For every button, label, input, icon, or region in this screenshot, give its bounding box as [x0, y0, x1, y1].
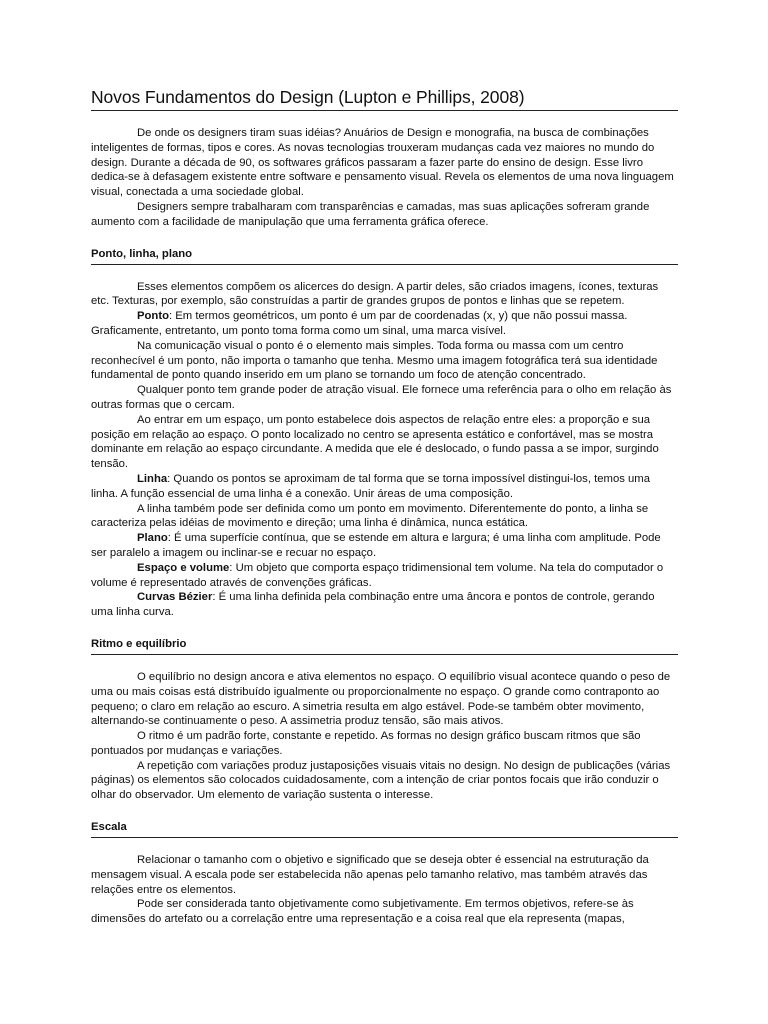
paragraph — [91, 590, 678, 620]
paragraph — [91, 383, 678, 413]
paragraph-text: A linha também pode ser definida como um ponto em movimento. Diferentemente do ponto, a linha se caracteriza pelas idéias de movimento e direção; uma linha é dinâmica, nunca estática. — [91, 502, 649, 530]
section-heading-escala: Escala — [91, 820, 678, 838]
intro-paragraph: Designers sempre trabalharam com transparências e camadas, mas suas aplicações sofreram grande aumento com a facilidade de manipulação que uma ferramenta gráfica oferece. — [91, 200, 650, 228]
paragraph — [91, 502, 678, 532]
paragraph-text: : É uma superfície contínua, que se estende em altura e largura; é uma linha com amplitude. Pode ser paralelo a imagem ou inclinar-se e recuar no espaço. — [91, 532, 661, 559]
paragraph-text: : Em termos geométricos, um ponto é um par de coordenadas (x, y) que não possui massa. Graficamente, entretanto, um ponto toma forma como um sinal, uma marca visível. — [91, 310, 628, 337]
paragraph-text: Ao entrar em um espaço, um ponto estabelece dois aspectos de relação entre eles: a proporção e sua posição em relação ao espaço. O ponto localizado no centro se apresenta estático e confortável, mas se mostra dominante em relação ao espaço circundante. A medida que ele é deslocado, o fundo passa a se impor, surgindo tensão. — [91, 413, 659, 471]
paragraph — [91, 309, 678, 339]
paragraph: O equilíbrio no design ancora e ativa elementos no espaço. O equilíbrio visual acontece quando o peso de uma ou mais coisas está distribuído igualmente ou proporcionalmente no espaço. O grande como contraponto ao pequeno; o claro em relação ao escuro. A simetria resulta em algo estável. Pode-se também obter movimento, alternando-se continuamente o peso. A assimetria produz tensão, são mais ativos. — [91, 670, 671, 728]
section-heading-ponto-linha-plano: Ponto, linha, plano — [91, 247, 678, 265]
paragraph: A repetição com variações produz justaposições visuais vitais no design. No design de publicações (várias páginas) os elementos são colocados cuidadosamente, com a intenção de criar pontos focais que irão conduzir o olhar do observador. Um elemento de variação sustenta o interesse. — [91, 759, 671, 802]
paragraph — [91, 413, 678, 472]
paragraph-text: : É uma linha definida pela combinação entre uma âncora e pontos de controle, gerando uma linha curva. — [91, 591, 655, 619]
page-title: Novos Fundamentos do Design (Lupton e Phillips, 2008) — [91, 86, 678, 111]
section-heading-ritmo-equilibrio: Ritmo e equilíbrio — [91, 637, 678, 655]
term-label: Ponto — [137, 310, 169, 323]
paragraph-text: : Um objeto que comporta espaço tridimensional tem volume. Na tela do computador o volume é representado através de convenções gráficas. — [91, 561, 664, 589]
paragraph: O ritmo é um padrão forte, constante e repetido. As formas no design gráfico buscam ritmos que são pontuados por mudanças e variações. — [91, 730, 641, 757]
term-label: Espaço e volume — [137, 561, 230, 574]
paragraph — [91, 472, 678, 502]
intro-paragraph: De onde os designers tiram suas idéias? Anuários de Design e monografia, na busca de combinações inteligentes de formas, tipos e cores. As novas tecnologias trouxeram mudanças cada vez maiores no mundo do design. Durante a década de 90, os softwares gráficos passaram a fazer parte do ensino de design. Esse livro dedica-se à defasagem existente entre software e pensamento visual. Revela os elementos de uma nova linguagem visual, conectada a uma sociedade global. — [91, 127, 674, 199]
section-body-ritmo-equilibrio — [91, 670, 678, 803]
paragraph — [91, 280, 678, 310]
term-label: Curvas Bézier — [137, 591, 213, 604]
paragraph-text: : Quando os pontos se aproximam de tal forma que se torna impossível distingui-los, temos uma linha. A função essencial de uma linha é a conexão. Unir áreas de uma composição. — [91, 472, 650, 500]
section-body-escala — [91, 853, 678, 927]
paragraph — [91, 531, 678, 561]
paragraph: Relacionar o tamanho com o objetivo e significado que se deseja obter é essencial na estruturação da mensagem visual. A escala pode ser estabelecida não apenas pelo tamanho relativo, mas também através das relações entre os elementos. — [91, 854, 649, 896]
term-label: Plano — [137, 532, 168, 545]
section-body-ponto-linha-plano — [91, 280, 678, 620]
paragraph: Pode ser considerada tanto objetivamente como subjetivamente. Em termos objetivos, refere-se às dimensões do artefato ou a correlação entre uma representação e a coisa real que ela representa (mapas, — [91, 898, 634, 926]
paragraph — [91, 339, 678, 383]
intro-block — [91, 126, 678, 230]
paragraph-text: Na comunicação visual o ponto é o elemento mais simples. Toda forma ou massa com um centro reconhecível é um ponto, não importa o tamanho que tenha. Mesmo uma imagem fotográfica terá sua identidade fundamental de ponto quando inserido em um plano se tornando um foco de atenção concentrado. — [91, 339, 658, 382]
term-label: Linha — [137, 472, 168, 485]
paragraph-text: Qualquer ponto tem grande poder de atração visual. Ele fornece uma referência para o olho em relação às outras formas que o cercam. — [91, 384, 672, 411]
paragraph-text: Esses elementos compõem os alicerces do design. A partir deles, são criados imagens, ícones, texturas etc. Texturas, por exemplo, são construídas a partir de grandes grupos de pontos e linhas que se repetem. — [91, 280, 659, 308]
paragraph — [91, 561, 678, 591]
